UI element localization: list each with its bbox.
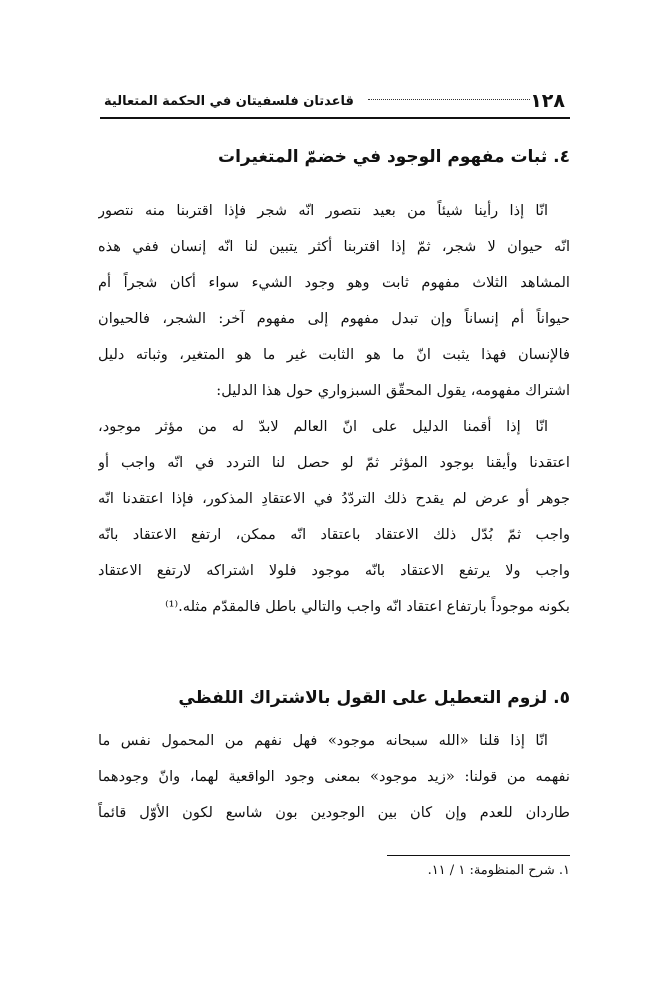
- quote-line: بكونه موجوداً بارتفاع اعتقاد انّه واجب والتالي باطل فالمقدّم مثله.⁽¹⁾: [165, 598, 570, 615]
- footnote: ١. شرح المنظومة: ١ / ١١.: [427, 863, 570, 878]
- text-line: حيواناً أم إنساناً وإن تبدل مفهوم إلى مفهوم آخر: الشجر، فالحيوان: [98, 310, 570, 327]
- footnote-rule: [387, 855, 570, 856]
- quote-line: اعتقدنا وأيقنا بوجود المؤثر ثمّ لو حصل لنا التردد في انّه واجب أو: [98, 454, 570, 471]
- running-head: [100, 86, 565, 116]
- section-heading-5: ٥. لزوم التعطيل على القول بالاشتراك اللفظي: [178, 688, 570, 708]
- quote-line: انّا إذا أقمنا الدليل على انّ العالم لابدّ له من مؤثر موجود،: [98, 418, 548, 435]
- running-head-title: قاعدتان فلسفيتان في الحكمة المتعالية: [104, 93, 354, 109]
- text-line: نفهمه من قولنا: «زيد موجود» بمعنى وجود الواقعية لهما، وانّ وجودهما: [98, 768, 570, 785]
- text-line: طاردان للعدم وإن كان بين الوجودين بون شاسع لكون الأوّل قائماً: [98, 804, 570, 821]
- header-rule: [100, 117, 570, 119]
- text-line: انّا إذا قلنا «الله سبحانه موجود» فهل نفهم من المحمول نفس ما: [98, 732, 548, 749]
- section-heading-4: ٤. ثبات مفهوم الوجود في خضمّ المتغيرات: [218, 147, 570, 167]
- quote-line: واجب ثمّ بُدّل ذلك الاعتقاد باعتقاد انّه ممكن، ارتفع الاعتقاد بانّه: [98, 526, 570, 543]
- dotted-leader: [368, 99, 530, 100]
- text-line: انّه حيوان لا شجر، ثمّ إذا اقتربنا أكثر يتبين لنا انّه إنسان ففي هذه: [98, 238, 570, 255]
- quote-line: واجب ولا يرتفع الاعتقاد بانّه موجود فلولا اشتراكه لارتفع الاعتقاد: [98, 562, 570, 579]
- text-line: المشاهد الثلاث مفهوم ثابت وهو وجود الشيء سواء أكان شجراً أم: [98, 274, 570, 291]
- text-line: اشتراك مفهومه، يقول المحقّق السبزواري حول هذا الدليل:: [216, 382, 570, 399]
- text-line: انّا إذا رأينا شيئاً من بعيد نتصور انّه شجر فإذا اقتربنا منه نتصور: [98, 202, 548, 219]
- text-line: فالإنسان فهذا يثبت انّ ما هو الثابت غير ما هو المتغير، وثباته دليل: [98, 346, 570, 363]
- quote-line: جوهر أو عرض لم يقدح ذلك التردّدُ في الاعتقادِ المذكور، فإذا اعتقدنا انّه: [98, 490, 570, 507]
- page-number: ١٢٨: [530, 90, 565, 112]
